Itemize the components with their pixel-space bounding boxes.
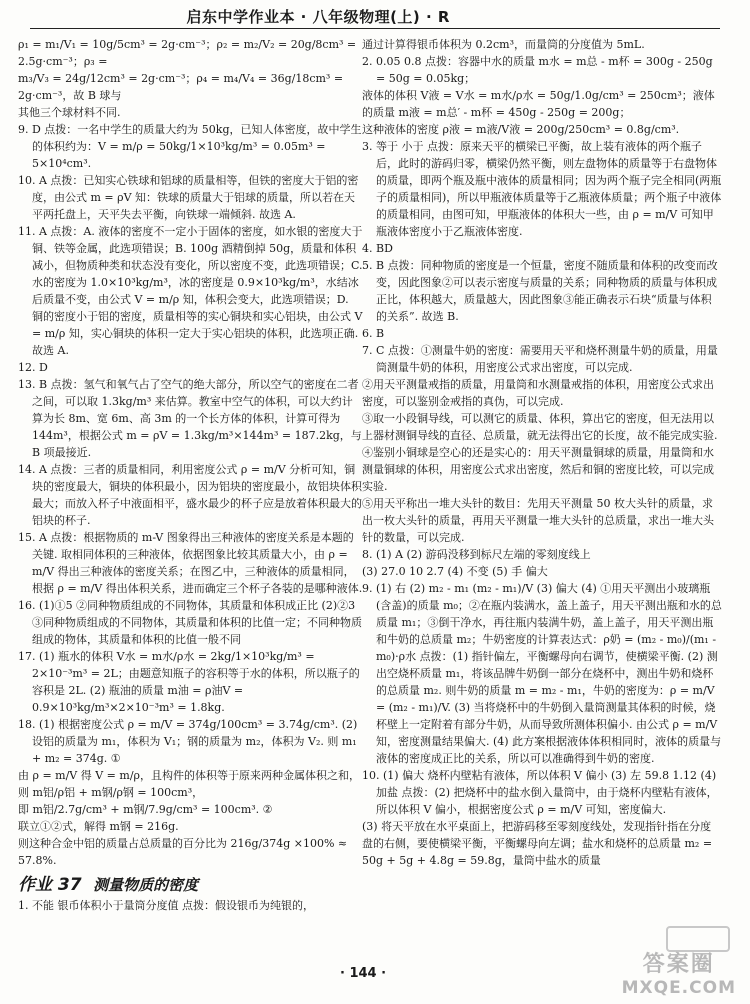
hw37-answer-8-cont: (3) 27.0 10 2.7 (4) 不变 (5) 手 偏大 xyxy=(362,565,548,578)
answer-10: 10. A 点拨：已知实心铁球和铝球的质量相等，但铁的密度大于铝的密度，由公式 m = ρV 知：铁球的质量大于铝球的质量，所以若在天平两托盘上，天平失去平衡，向铁球一端倾斜. 故选 A. xyxy=(18,174,359,221)
answer-17: 17. (1) 瓶水的体积 V水 = m水/ρ水 = 2kg/1×10³kg/m³ = 2×10⁻³m³ = 2L；由题意知瓶子的容积等于水的体积，所以瓶子的容积是 2L. (2) 瓶油的质量 m油 = ρ油V = 0.9×10³kg/m³×2×10⁻³m³ = 1.8kg. xyxy=(18,650,360,714)
header-title: 启东中学作业本 · 八年级物理(上) · R xyxy=(186,8,450,26)
answer-14: 14. A 点拨：三者的质量相同，利用密度公式 ρ = m/V 分析可知，铜块的密度最大，铜块的体积最小，因为铝块的密度最小，故铝块体积最大；而放入杯子中液面相平，盛水最少的杯子应是放着体积最大的铝块的杯子. xyxy=(18,463,362,527)
hw37-answer-5: 5. B 点拨：同种物质的密度是一个恒量，密度不随质量和体积的改变而改变，因此图象②可以表示密度与质量的关系；同种物质的质量与体积成正比，体积越大，质量越大，因此图象③能正确表示石块“质量与体积的关系”. 故选 B. xyxy=(362,259,718,323)
header-rule xyxy=(30,28,720,29)
answer-18-cont-3: 联立①②式，解得 m钢 = 216g. xyxy=(18,820,179,833)
answer-9: 9. D 点拨：一名中学生的质量大约为 50kg，已知人体密度，故中学生的体积约为：V = m/ρ = 50kg/1×10³kg/m³ = 0.05m³ = 5×10⁴cm³. xyxy=(18,123,362,170)
watermark-top: 答案圈 xyxy=(642,952,715,977)
left-column xyxy=(18,36,363,914)
hw37-answer-10-cont: (3) 将天平放在水平桌面上，把游码移至零刻度线处，发现指针指在分度盘的右侧，要使横梁平衡，平衡螺母向左调；盐水和烧杯的总质量 m₂ = 50g + 5g + 4.8g = 59.8g，量筒中盐水的质量 xyxy=(362,820,713,867)
left-line-1: m₃/V₃ = 24g/12cm³ = 2g·cm⁻³；ρ₄ = m₄/V₄ = 36g/18cm³ = 2g·cm⁻³，故 B 球与 xyxy=(18,72,344,102)
hw37-answer-3: 3. 等于 小于 点拨：原来天平的横梁已平衡，故上装有液体的两个瓶子后，此时的游码归零，横梁仍然平衡，则左盘物体的质量等于右盘物体的质量，即两个瓶及瓶中液体的质量相同；因为两个瓶子完全相同(两瓶子的质量相同)，所以甲瓶液体质量等于乙瓶液体质量；两个瓶子中液体的质量相同，由图可知，甲瓶液体的体积大一些，由 ρ = m/V 可知甲瓶液体密度小于乙瓶液体密度. xyxy=(362,140,722,238)
section-heading xyxy=(18,877,363,895)
hw37-answer-6: 6. B xyxy=(362,327,385,340)
hw37-answer-7-item-3: ③取一小段铜导线，可以测它的质量、体积，算出它的密度，但无法用以上器材测铜导线的直径、总质量，就无法得出它的长度，故不能完成实验. xyxy=(362,412,718,442)
hw37-answer-8: 8. (1) A (2) 游码没移到标尺左端的零刻度线上 xyxy=(362,548,591,561)
left-line-0: ρ₁ = m₁/V₁ = 10g/5cm³ = 2g·cm⁻³；ρ₂ = m₂/V₂ = 20g/8cm³ = 2.5g·cm⁻³；ρ₃ = xyxy=(18,38,357,68)
hw37-answer-1: 1. 不能 银币体积小于量筒分度值 点拨：假设银币为纯银的， xyxy=(18,899,314,912)
page-header xyxy=(0,0,750,30)
page-number: · 144 · xyxy=(340,966,387,981)
answer-18: 18. (1) 根据密度公式 ρ = m/V = 374g/100cm³ = 3.74g/cm³. (2) 设铝的质量为 m₁，体积为 V₁；钢的质量为 m₂，体积为 V₂. 则 m₁ + m₂ = 374g. ① xyxy=(18,718,358,765)
right-line-0: 通过计算得银币体积为 0.2cm³，而量筒的分度值为 5mL. xyxy=(362,38,645,51)
answer-12: 12. D xyxy=(18,361,48,374)
hw37-answer-7-item-4: ④鉴别小铜球是空心的还是实心的：用天平测量铜球的质量，用量筒和水测量铜球的体积，用密度公式求出密度，然后和铜的密度比较，可以完成实验. xyxy=(362,446,714,493)
hw37-answer-2-cont-1: 液体的体积 V液 = V水 = m水/ρ水 = 50g/1.0g/cm³ = 250cm³；液体的质量 m液 = m总′ - m杯 = 450g - 250g = 200g； xyxy=(362,89,715,119)
section-title: 测量物质的密度 xyxy=(93,876,199,894)
hw37-answer-2-cont-2: 这种液体的密度 ρ液 = m液/V液 = 200g/250cm³ = 0.8g/cm³. xyxy=(362,123,680,136)
answer-15: 15. A 点拨：根据物质的 m-V 图象得出三种液体的密度关系是本题的关键. 取相同体积的三种液体，依据图象比较其质量大小，由 ρ = m/V 得出三种液体的密度关系；在图乙中，三种液体的质量相同，根据 ρ = m/V 得出体积关系，进而确定三个杯子各装的是哪种液体. xyxy=(18,531,363,595)
answer-16: 16. (1)①5 ②同种物质组成的不同物体，其质量和体积成正比 (2)②3 ③同种物质组成的不同物体，其质量和体积的比值一定；不同种物质组成的物体，其质量和体积的比值一般不同 xyxy=(18,599,362,646)
hw37-answer-9: 9. (1) 右 (2) m₂ - m₁ (m₂ - m₁)/V (3) 偏大 (4) ①用天平测出小玻璃瓶(含盖)的质量 m₀；②在瓶内装满水，盖上盖子，用天平测出瓶和水的总质量 m₁；③倒干净水，再往瓶内装满牛奶，盖上盖子，用天平测出瓶和牛奶的总质量 m₂；牛奶密度的计算表达式：ρ奶 = (m₂ - m₀)/(m₁ - m₀)·ρ水 点拨：(1) 指针偏左，平衡螺母向右调节，使横梁平衡. (2) 测出空烧杯质量 m₁，将该品牌牛奶倒一部分在烧杯中，测出牛奶和烧杯的总质量 m₂. 则牛奶的质量 m = m₂ - m₁，牛奶的密度为：ρ = m/V = (m₂ - m₁)/V. (3) 当将烧杯中的牛奶倒入量筒测量其体积的时候，烧杯壁上一定附着有部分牛奶，从而导致所测体积偏小. 由公式 ρ = m/V 知，密度测量结果偏大. (4) 此方案根据液体体积相同时，液体的质量与液体的密度成正比的关系，所以可以准确得到牛奶的密度. xyxy=(362,582,722,765)
answer-18-cont-1: 由 ρ = m/V 得 V = m/ρ，且构件的体积等于原来两种金属体积之和，则 m铝/ρ铝 + m钢/ρ钢 = 100cm³， xyxy=(18,769,361,799)
left-line-2: 其他三个球材料不同. xyxy=(18,106,121,119)
answer-11: 11. A 点拨：A. 液体的密度不一定小于固体的密度，如水银的密度大于铜、铁等金属，此选项错误；B. 100g 酒精倒掉 50g，质量和体积减小，但物质种类和状态没有变化，所以密度不变，此选项错误；C. 水的密度为 1.0×10³kg/m³，冰的密度是 0.9×10³kg/m³，水结冰后质量不变，由公式 V = m/ρ 知，体积会变大，此选项错误；D. 铜的密度小于铝的密度，质量相等的实心铜块和实心铝块，由公式 V = m/ρ 知，实心铜块的体积一定大于实心铝块的体积，此选项正确. 故选 A. xyxy=(18,225,363,357)
right-column xyxy=(362,36,722,869)
hw37-answer-7: 7. C 点拨：①测量牛奶的密度：需要用天平和烧杯测量牛奶的质量，用量筒测量牛奶的体积，用密度公式求出密度，可以完成. xyxy=(362,344,718,374)
hw37-answer-10: 10. (1) 偏大 烧杯内壁粘有液体，所以体积 V 偏小 (3) 左 59.8 1.12 (4) 加盐 点拨：(2) 把烧杯中的盐水倒入量筒中，由于烧杯内壁粘有液体，所以体积 V 偏小，根据密度公式 ρ = m/V 可知，密度偏大. xyxy=(362,769,718,816)
hw37-answer-7-item-2: ②用天平测量戒指的质量，用量筒和水测量戒指的体积，用密度公式求出密度，可以鉴别金戒指的真伪，可以完成. xyxy=(362,378,714,408)
section-label: 作业 37 xyxy=(18,875,82,895)
answer-18-cont-4: 则这种合金中铝的质量占总质量的百分比为 216g/374g ×100% ≈ 57.8%. xyxy=(18,837,348,867)
hw37-answer-2: 2. 0.05 0.8 点拨：容器中水的质量 m水 = m总 - m杯 = 300g - 250g = 50g = 0.05kg； xyxy=(362,55,713,85)
answer-18-cont-2: 即 m铝/2.7g/cm³ + m钢/7.9g/cm³ = 100cm³. ② xyxy=(18,803,273,816)
answer-13: 13. B 点拨：氢气和氧气占了空气的绝大部分，所以空气的密度在二者之间，可以取 1.3kg/m³ 来估算。教室中空气的体积，可以大约计算为长 8m、宽 6m、高 3m 的一个长方体的体积，计算可得为 144m³，根据公式 m = ρV = 1.3kg/m³×144m³ = 187.2kg，与 B 项最接近. xyxy=(18,378,362,459)
watermark-bottom: MXQE.COM xyxy=(621,978,736,998)
hw37-answer-4: 4. BD xyxy=(362,242,393,255)
watermark xyxy=(622,947,736,998)
hw37-answer-7-item-5: ⑤用天平称出一堆大头针的数目：先用天平测量 50 枚大头针的质量，求出一枚大头针的质量，再用天平测量一堆大头针的总质量，求出一堆大头针的数量，可以完成. xyxy=(362,497,714,544)
